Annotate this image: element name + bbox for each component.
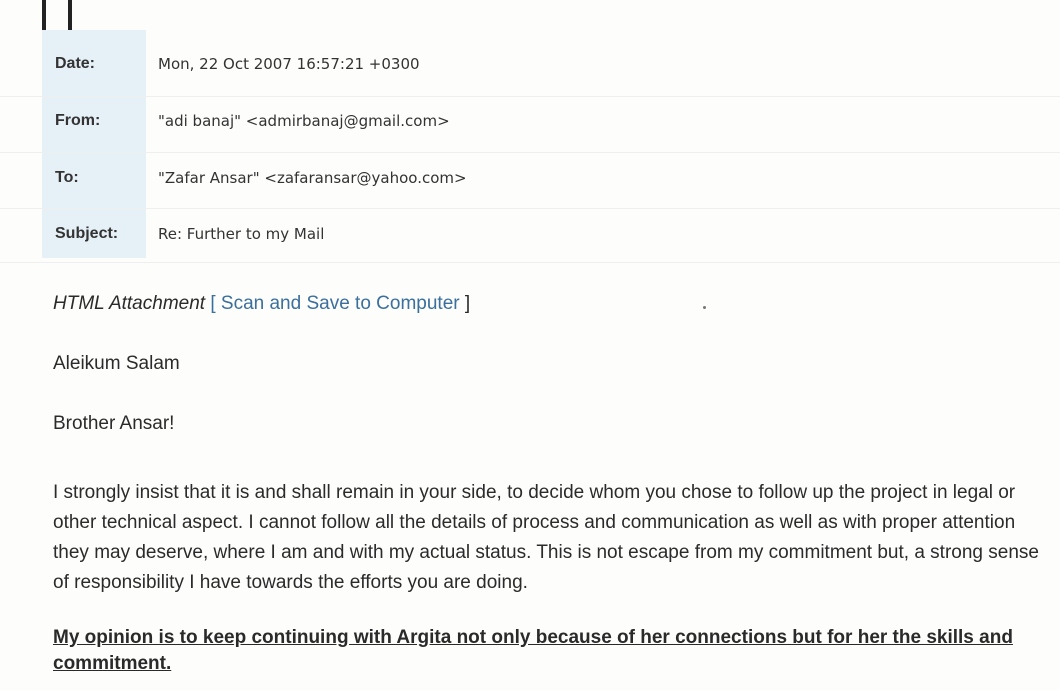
body-paragraph: I strongly insist that it is and shall remain in your side, to decide whom you chose to follow up the project in legal or other technical aspect. I cannot follow all the details of process and communication as well as with proper attention they may deserve, where I am and with my actual status. This is not escape from my commitment but, a strong sense of responsibility I have towards the efforts you are doing. bbox=[53, 482, 1039, 593]
from-value: "adi banaj" <admirbanaj@gmail.com> bbox=[158, 112, 450, 130]
divider bbox=[0, 152, 1060, 153]
opinion-paragraph: My opinion is to keep continuing with Argita not only because of her connections but for her the skills and commitment. bbox=[53, 627, 1013, 674]
to-value: "Zafar Ansar" <zafaransar@yahoo.com> bbox=[158, 169, 467, 187]
greeting: Aleikum Salam bbox=[53, 353, 180, 374]
subject-value: Re: Further to my Mail bbox=[158, 225, 325, 243]
date-label: Date: bbox=[55, 55, 96, 72]
attachment-open-bracket: [ bbox=[210, 293, 216, 314]
attachment-label: HTML Attachment bbox=[53, 293, 206, 314]
divider bbox=[0, 96, 1060, 97]
subject-label: Subject: bbox=[55, 225, 119, 242]
attachment-line bbox=[53, 293, 470, 315]
salutation: Brother Ansar! bbox=[53, 413, 175, 434]
divider bbox=[0, 262, 1060, 263]
scan-and-save-link[interactable]: Scan and Save to Computer bbox=[220, 293, 460, 314]
attachment-close-bracket: ] bbox=[464, 293, 471, 314]
from-label: From: bbox=[55, 112, 101, 129]
to-label: To: bbox=[55, 169, 79, 186]
divider bbox=[0, 208, 1060, 209]
date-value: Mon, 22 Oct 2007 16:57:21 +0300 bbox=[158, 55, 420, 73]
scan-speck bbox=[703, 306, 706, 309]
